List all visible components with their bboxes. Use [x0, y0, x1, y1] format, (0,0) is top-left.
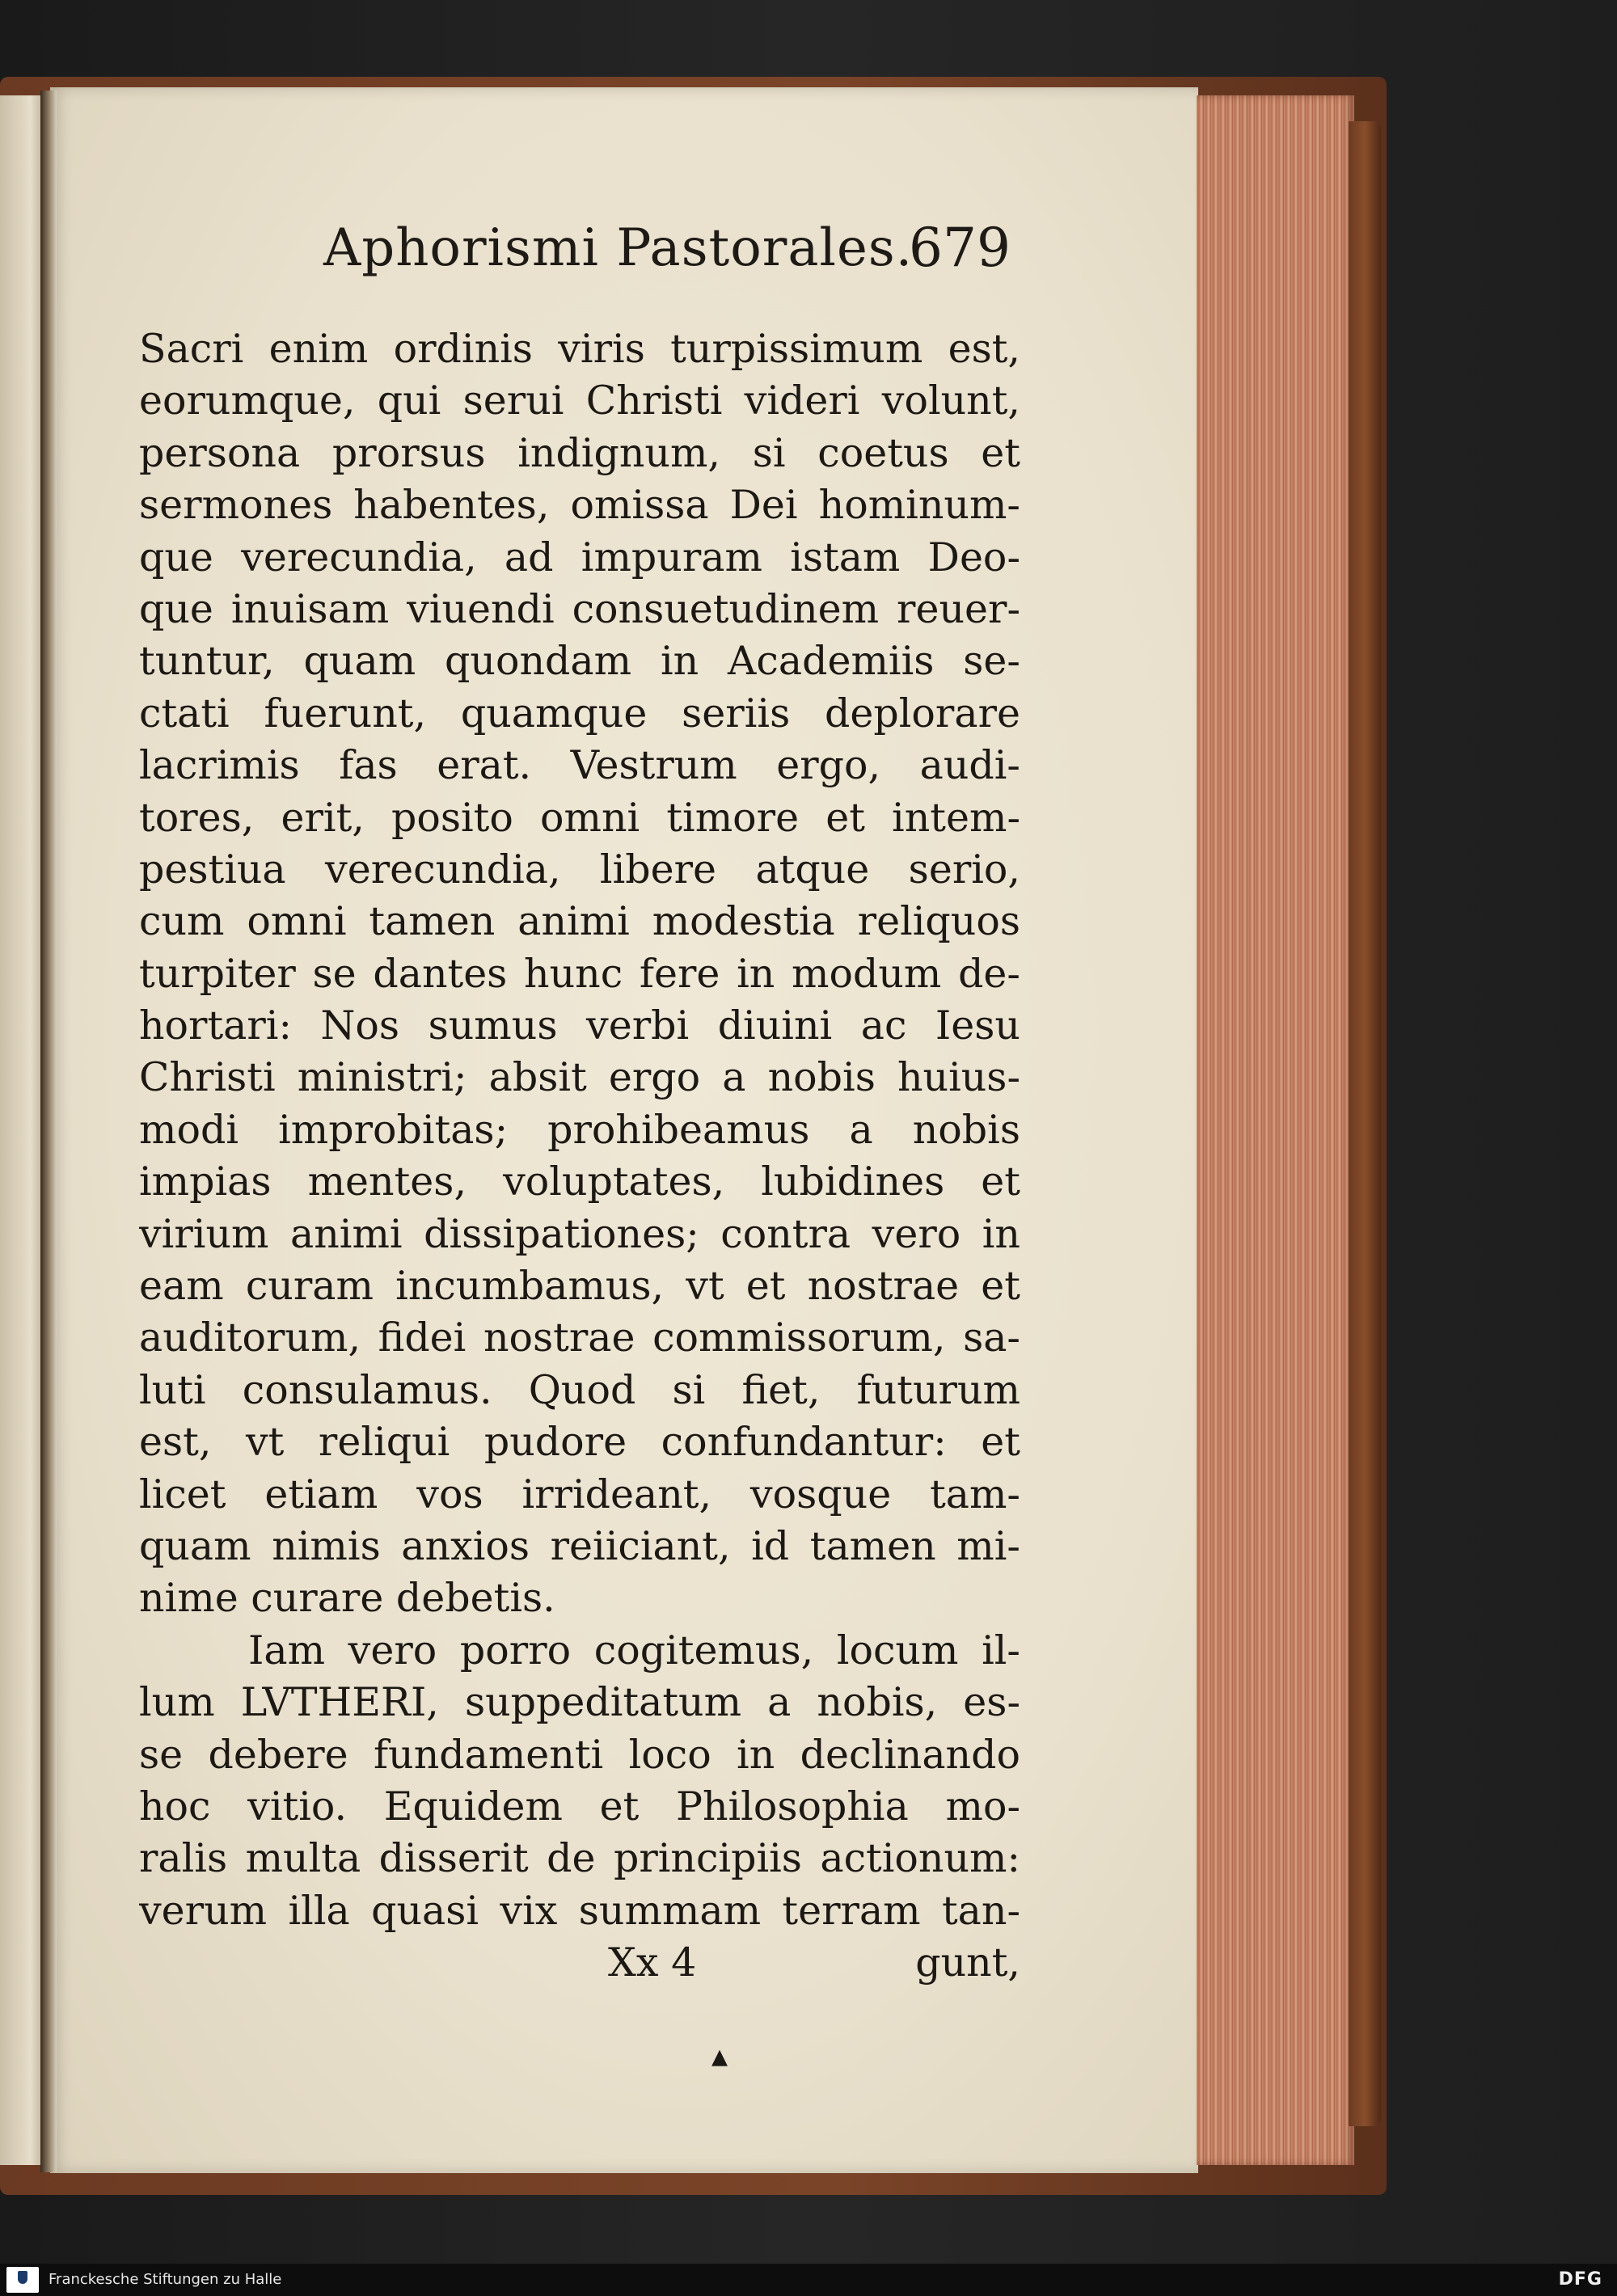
text-line: luti consulamus. Quod si fiet, futurum [139, 1366, 1020, 1413]
text-line: impias mentes, voluptates, lubidines et [139, 1159, 1020, 1205]
text-line: lum LVTHERI, suppeditatum a nobis, es- [139, 1679, 1020, 1726]
page-edges [1197, 95, 1354, 2165]
footer-institution: Franckesche Stiftungen zu Halle [49, 2271, 282, 2288]
body-text [139, 323, 1020, 1990]
text-line: pestiua verecundia, libere atque serio, [139, 846, 1020, 893]
text-line: que verecundia, ad impuram istam Deo- [139, 534, 1020, 580]
running-title: Aphorismi Pastorales. [323, 218, 914, 278]
paragraph-end-line: nime curare debetis. [139, 1575, 555, 1622]
text-line: virium animi dissipationes; contra vero in [139, 1210, 1020, 1257]
text-line: turpiter se dantes hunc fere in modum de- [139, 950, 1020, 997]
text-line: tuntur, quam quondam in Academiis se- [139, 638, 1020, 685]
left-page-edge [0, 95, 44, 2165]
text-line: persona prorsus indignum, si coetus et [139, 429, 1020, 476]
text-line: quam nimis anxios reiiciant, id tamen mi- [139, 1522, 1020, 1569]
text-line: ctati fuerunt, quamque seriis deplorare [139, 690, 1020, 736]
text-line: Christi ministri; absit ergo a nobis huius- [139, 1054, 1020, 1101]
paragraph-start-line: Iam vero porro cogitemus, locum il- [248, 1627, 1020, 1673]
text-line: eam curam incumbamus, vt et nostrae et [139, 1263, 1020, 1310]
catch-line [139, 1937, 1020, 1989]
text-line: licet etiam vos irrideant, vosque tam- [139, 1471, 1020, 1517]
binding-edge [1349, 121, 1381, 2126]
institution-logo-icon [6, 2267, 39, 2293]
text-line: modi improbitas; prohibeamus a nobis [139, 1106, 1020, 1153]
text-line: hortari: Nos sumus verbi diuini ac Iesu [139, 1002, 1020, 1049]
text-line: verum illa quasi vix summam terram tan- [139, 1887, 1020, 1934]
text-line: auditorum, fidei nostrae commissorum, sa- [139, 1315, 1020, 1361]
page-gutter [40, 91, 57, 2172]
catchword: gunt, [915, 1939, 1020, 1986]
text-line: eorumque, qui serui Christi videri volunt, [139, 378, 1020, 424]
text-line: se debere fundamenti loco in declinando [139, 1731, 1020, 1778]
text-line: sermones habentes, omissa Dei hominum- [139, 482, 1020, 529]
signature-mark: Xx 4 [608, 1939, 697, 1986]
footer-bar [0, 2264, 1617, 2296]
text-line: tores, erit, posito omni timore et intem- [139, 794, 1020, 841]
ink-mark: ▴ [711, 2037, 728, 2074]
text-line: que inuisam viuendi consuetudinem reuer- [139, 585, 1020, 632]
page-number: 679 [909, 217, 1011, 279]
text-line: cum omni tamen animi modestia reliquos [139, 898, 1020, 945]
text-line: lacrimis fas erat. Vestrum ergo, audi- [139, 742, 1020, 789]
text-line: ralis multa disserit de principiis actionum: [139, 1835, 1020, 1882]
text-line: Sacri enim ordinis viris turpissimum est, [139, 326, 1020, 372]
text-line: hoc vitio. Equidem et Philosophia mo- [139, 1783, 1020, 1830]
text-line: est, vt reliqui pudore confundantur: et [139, 1419, 1020, 1466]
dfg-logo: DFG [1558, 2269, 1602, 2290]
running-head [323, 212, 1019, 293]
